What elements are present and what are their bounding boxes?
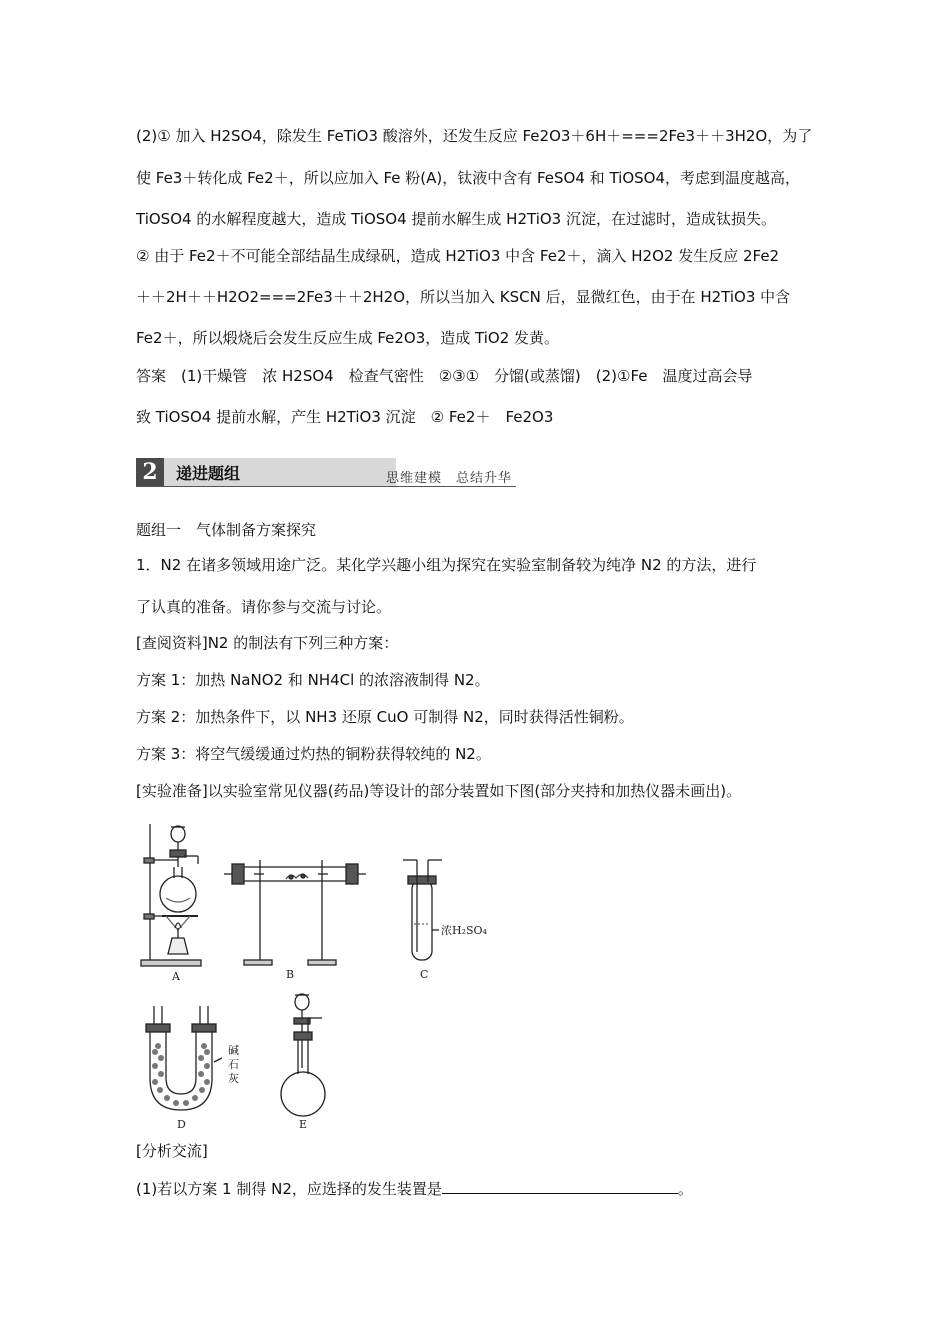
group-title: 题组一 气体制备方案探究 — [136, 521, 317, 539]
problem-line-7: [实验准备]以实验室常见仪器(药品)等设计的部分装置如下图(部分夹持和加热仪器未画出)。 — [136, 782, 742, 800]
apparatus-figure-row-2 — [136, 988, 376, 1133]
answer-line-4: ② 由于 Fe2＋不可能全部结晶生成绿矾，造成 H2TiO3 中含 Fe2＋，滴入 H2O2 发生反应 2Fe2 — [136, 247, 780, 265]
banner-title: 递进题组 — [176, 464, 241, 483]
stand-base-a — [141, 960, 201, 966]
apparatus-label-e: E — [299, 1118, 308, 1131]
reagent-label-d-1: 碱 — [228, 1044, 239, 1057]
answer-line-5: ＋＋2H＋＋H2O2===2Fe3＋＋2H2O，所以当加入 KSCN 后，显微红色，由于在 H2TiO3 中含 — [136, 288, 791, 306]
banner-subtitle: 思维建模 总结升华 — [386, 471, 513, 486]
answer-key-line-1: 答案 (1)干燥管 浓 H2SO4 检查气密性 ②③① 分馏(或蒸馏) (2)①Fe 温度过高会导 — [136, 367, 753, 385]
answer-line-3: TiOSO4 的水解程度越大，造成 TiOSO4 提前水解生成 H2TiO3 沉淀，在过滤时，造成钛损失。 — [136, 210, 776, 228]
answer-line-6: Fe2＋，所以煅烧后会发生反应生成 Fe2O3，造成 TiO2 发黄。 — [136, 329, 560, 347]
answer-blank[interactable] — [442, 1178, 678, 1194]
problem-line-4: 方案 1：加热 NaNO2 和 NH4Cl 的浓溶液制得 N2。 — [136, 671, 490, 689]
apparatus-label-c: C — [420, 968, 429, 981]
question-1 — [136, 1178, 693, 1199]
problem-line-6: 方案 3：将空气缓缓通过灼热的铜粉获得较纯的 N2。 — [136, 745, 491, 763]
answer-key-line-2: 致 TiOSO4 提前水解，产生 H2TiO3 沉淀 ② Fe2＋ Fe2O3 — [136, 408, 554, 426]
reagent-label-c: 浓H₂SO₄ — [441, 924, 487, 937]
section-banner — [136, 458, 516, 488]
question-1-text: (1)若以方案 1 制得 N2，应选择的发生装置是 — [136, 1180, 442, 1198]
apparatus-label-d: D — [177, 1118, 186, 1131]
reagent-label-d-3: 灰 — [228, 1072, 239, 1085]
banner-number: 2 — [136, 458, 164, 486]
problem-line-1: 1．N2 在诸多领域用途广泛。某化学兴趣小组为探究在实验室制备较为纯净 N2 的方法，进行 — [136, 556, 757, 574]
soda-lime-granules — [152, 1043, 210, 1106]
analysis-heading: [分析交流] — [136, 1142, 208, 1160]
apparatus-label-a: A — [172, 970, 180, 983]
problem-line-2: 了认真的准备。请你参与交流与讨论。 — [136, 598, 392, 616]
question-1-end: 。 — [677, 1180, 693, 1198]
apparatus-figure-row-1 — [136, 812, 506, 987]
banner-underline — [136, 486, 516, 487]
problem-line-3: [查阅资料]N2 的制法有下列三种方案： — [136, 634, 399, 652]
reagent-label-d-2: 石 — [228, 1058, 239, 1071]
answer-line-2: 使 Fe3＋转化成 Fe2＋，所以应加入 Fe 粉(A)，钛液中含有 FeSO4 和 TiOSO4，考虑到温度越高， — [136, 169, 800, 187]
apparatus-label-b: B — [286, 968, 295, 981]
answer-line-1: (2)① 加入 H2SO4，除发生 FeTiO3 酸溶外，还发生反应 Fe2O3＋6H＋===2Fe3＋＋3H2O，为了 — [136, 127, 813, 145]
problem-line-5: 方案 2：加热条件下，以 NH3 还原 CuO 可制得 N2，同时获得活性铜粉。 — [136, 708, 634, 726]
